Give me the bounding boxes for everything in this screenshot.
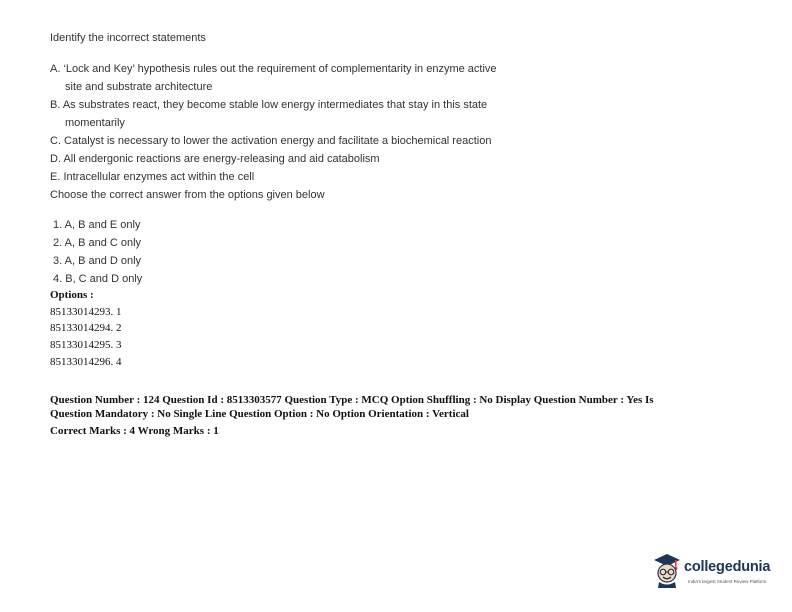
statement-d: D. All endergonic reactions are energy-releasing and aid catabolism — [50, 153, 380, 165]
logo-wordmark: collegedunia — [684, 559, 771, 575]
choice-3: 3. A, B and D only — [53, 255, 142, 267]
statement-a-line1: A. ‘Lock and Key’ hypothesis rules out the requirement of complementarity in enzyme active — [50, 63, 497, 75]
student-mascot-icon — [650, 551, 684, 589]
choice-4: 4. B, C and D only — [53, 273, 143, 285]
options-label: Options : — [50, 289, 94, 301]
statement-b-line2: momentarily — [65, 117, 125, 129]
instruction: Choose the correct answer from the options given below — [50, 189, 325, 201]
logo-tagline: India's largest Student Review Platform — [688, 579, 767, 584]
question-meta-line3: Correct Marks : 4 Wrong Marks : 1 — [50, 425, 219, 437]
option-code-3: 85133014295. 3 — [50, 339, 122, 351]
option-code-2: 85133014294. 2 — [50, 322, 122, 334]
choice-2: 2. A, B and C only — [53, 237, 142, 249]
statement-c: C. Catalyst is necessary to lower the activation energy and facilitate a biochemical reaction — [50, 135, 492, 147]
question-meta-line1: Question Number : 124 Question Id : 8513303577 Question Type : MCQ Option Shuffling : No Display Question Number : Yes Is — [50, 394, 654, 406]
statement-b-line1: B. As substrates react, they become stable low energy intermediates that stay in this state — [50, 99, 488, 111]
collegedunia-logo — [650, 551, 790, 591]
choice-1: 1. A, B and E only — [53, 219, 141, 231]
option-code-4: 85133014296. 4 — [50, 356, 122, 368]
statement-e: E. Intracellular enzymes act within the cell — [50, 171, 255, 183]
question-meta-line2: Question Mandatory : No Single Line Question Option : No Option Orientation : Vertical — [50, 408, 469, 420]
statement-a-line2: site and substrate architecture — [65, 81, 213, 93]
option-code-1: 85133014293. 1 — [50, 306, 122, 318]
question-prompt: Identify the incorrect statements — [50, 32, 206, 44]
